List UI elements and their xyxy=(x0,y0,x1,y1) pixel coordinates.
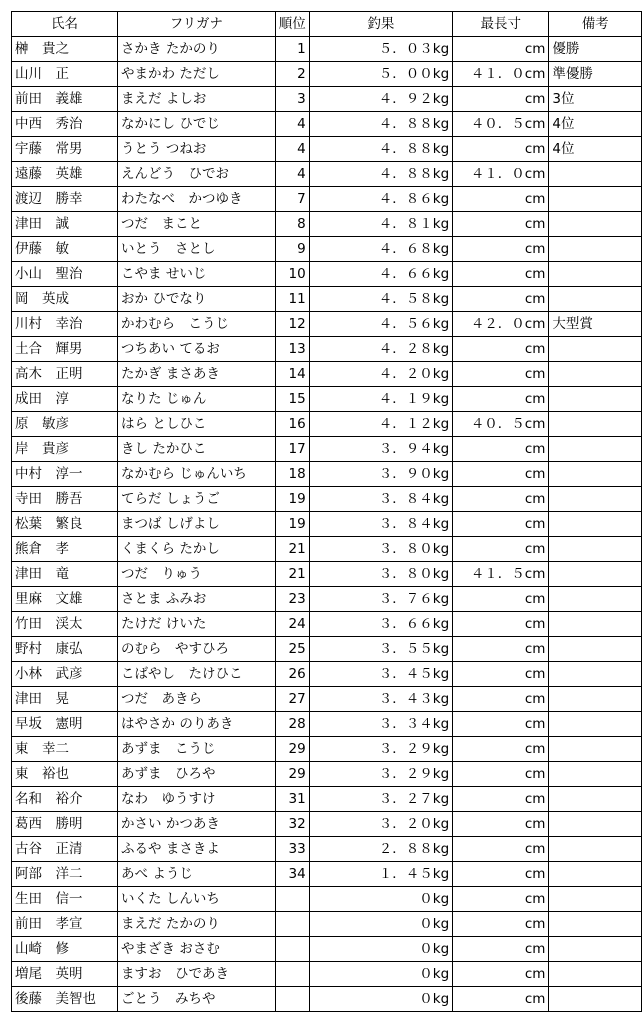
note-cell xyxy=(549,362,642,387)
catch-cell: ０kg xyxy=(309,962,452,987)
note-cell xyxy=(549,487,642,512)
table-row xyxy=(12,462,642,487)
rank-cell xyxy=(275,887,309,912)
name-cell: 山崎 修 xyxy=(12,937,118,962)
table-row xyxy=(12,762,642,787)
kana-cell: くまくら たかし xyxy=(118,537,276,562)
length-cell: cm xyxy=(453,487,549,512)
table-row xyxy=(12,987,642,1012)
kana-cell: やまかわ ただし xyxy=(118,62,276,87)
table-row xyxy=(12,37,642,62)
length-cell: cm xyxy=(453,812,549,837)
note-cell xyxy=(549,537,642,562)
catch-cell: ４．８８kg xyxy=(309,137,452,162)
table-row xyxy=(12,812,642,837)
rank-cell xyxy=(275,937,309,962)
kana-cell: いとう さとし xyxy=(118,237,276,262)
note-cell xyxy=(549,662,642,687)
table-row xyxy=(12,737,642,762)
name-cell: 原 敏彦 xyxy=(12,412,118,437)
header-length: 最長寸 xyxy=(453,12,549,37)
catch-cell: ４．８１kg xyxy=(309,212,452,237)
length-cell: cm xyxy=(453,437,549,462)
rank-cell: 17 xyxy=(275,437,309,462)
kana-cell: ますお ひであき xyxy=(118,962,276,987)
name-cell: 葛西 勝明 xyxy=(12,812,118,837)
name-cell: 小山 聖治 xyxy=(12,262,118,287)
kana-cell: はら としひこ xyxy=(118,412,276,437)
note-cell xyxy=(549,412,642,437)
kana-cell: ふるや まさきよ xyxy=(118,837,276,862)
rank-cell: 13 xyxy=(275,337,309,362)
header-rank: 順位 xyxy=(275,12,309,37)
name-cell: 古谷 正清 xyxy=(12,837,118,862)
rank-cell xyxy=(275,912,309,937)
name-cell: 前田 義雄 xyxy=(12,87,118,112)
header-row xyxy=(12,12,642,37)
note-cell xyxy=(549,187,642,212)
name-cell: 中西 秀治 xyxy=(12,112,118,137)
name-cell: 遠藤 英雄 xyxy=(12,162,118,187)
table-row xyxy=(12,837,642,862)
note-cell xyxy=(549,787,642,812)
table-row xyxy=(12,962,642,987)
name-cell: 津田 誠 xyxy=(12,212,118,237)
catch-cell: ３．２７kg xyxy=(309,787,452,812)
note-cell xyxy=(549,887,642,912)
rank-cell: 32 xyxy=(275,812,309,837)
length-cell: cm xyxy=(453,387,549,412)
table-row xyxy=(12,937,642,962)
rank-cell: 3 xyxy=(275,87,309,112)
table-row xyxy=(12,137,642,162)
length-cell: ４１．０cm xyxy=(453,162,549,187)
catch-cell: ４．８８kg xyxy=(309,162,452,187)
catch-cell: ４．２８kg xyxy=(309,337,452,362)
length-cell: cm xyxy=(453,212,549,237)
catch-cell: ３．８０kg xyxy=(309,562,452,587)
name-cell: 東 幸二 xyxy=(12,737,118,762)
table-row xyxy=(12,887,642,912)
note-cell xyxy=(549,587,642,612)
name-cell: 東 裕也 xyxy=(12,762,118,787)
catch-cell: ３．４５kg xyxy=(309,662,452,687)
length-cell: cm xyxy=(453,712,549,737)
rank-cell: 31 xyxy=(275,787,309,812)
kana-cell: はやさか のりあき xyxy=(118,712,276,737)
catch-cell: ３．９０kg xyxy=(309,462,452,487)
note-cell xyxy=(549,712,642,737)
table-row xyxy=(12,387,642,412)
kana-cell: まえだ よしお xyxy=(118,87,276,112)
catch-cell: ３．９４kg xyxy=(309,437,452,462)
name-cell: 後藤 美智也 xyxy=(12,987,118,1012)
catch-cell: １．４５kg xyxy=(309,862,452,887)
kana-cell: あずま こうじ xyxy=(118,737,276,762)
rank-cell: 25 xyxy=(275,637,309,662)
table-row xyxy=(12,287,642,312)
table-row xyxy=(12,87,642,112)
kana-cell: こやま せいじ xyxy=(118,262,276,287)
name-cell: 岡 英成 xyxy=(12,287,118,312)
note-cell xyxy=(549,837,642,862)
kana-cell: いくた しんいち xyxy=(118,887,276,912)
rank-cell: 24 xyxy=(275,612,309,637)
rank-cell: 21 xyxy=(275,537,309,562)
rank-cell: 26 xyxy=(275,662,309,687)
kana-cell: かさい かつあき xyxy=(118,812,276,837)
kana-cell: さかき たかのり xyxy=(118,37,276,62)
note-cell xyxy=(549,937,642,962)
table-row xyxy=(12,512,642,537)
length-cell: ４２．０cm xyxy=(453,312,549,337)
name-cell: 榊 貴之 xyxy=(12,37,118,62)
table-row xyxy=(12,237,642,262)
length-cell: cm xyxy=(453,887,549,912)
catch-cell: ５．０３kg xyxy=(309,37,452,62)
length-cell: cm xyxy=(453,462,549,487)
rank-cell: 23 xyxy=(275,587,309,612)
catch-cell: ３．２９kg xyxy=(309,737,452,762)
rank-cell xyxy=(275,962,309,987)
kana-cell: さとま ふみお xyxy=(118,587,276,612)
length-cell: cm xyxy=(453,537,549,562)
table-row xyxy=(12,637,642,662)
rank-cell: 10 xyxy=(275,262,309,287)
table-row xyxy=(12,262,642,287)
catch-cell: ０kg xyxy=(309,987,452,1012)
length-cell: cm xyxy=(453,762,549,787)
rank-cell: 7 xyxy=(275,187,309,212)
name-cell: 里麻 文雄 xyxy=(12,587,118,612)
note-cell: 4位 xyxy=(549,112,642,137)
rank-cell: 11 xyxy=(275,287,309,312)
length-cell: cm xyxy=(453,337,549,362)
length-cell: ４１．５cm xyxy=(453,562,549,587)
table-row xyxy=(12,362,642,387)
note-cell xyxy=(549,762,642,787)
catch-cell: ２．８８kg xyxy=(309,837,452,862)
length-cell: cm xyxy=(453,87,549,112)
length-cell: cm xyxy=(453,987,549,1012)
catch-cell: ０kg xyxy=(309,912,452,937)
kana-cell: なかにし ひでじ xyxy=(118,112,276,137)
rank-cell: 4 xyxy=(275,137,309,162)
table-row xyxy=(12,162,642,187)
rank-cell: 19 xyxy=(275,487,309,512)
length-cell: cm xyxy=(453,37,549,62)
kana-cell: つだ りゅう xyxy=(118,562,276,587)
length-cell: cm xyxy=(453,662,549,687)
catch-cell: ０kg xyxy=(309,937,452,962)
name-cell: 阿部 洋二 xyxy=(12,862,118,887)
rank-cell: 29 xyxy=(275,762,309,787)
note-cell xyxy=(549,387,642,412)
header-note: 備考 xyxy=(549,12,642,37)
note-cell xyxy=(549,687,642,712)
name-cell: 小林 武彦 xyxy=(12,662,118,687)
note-cell: 準優勝 xyxy=(549,62,642,87)
name-cell: 竹田 渓太 xyxy=(12,612,118,637)
kana-cell: たけだ けいた xyxy=(118,612,276,637)
note-cell xyxy=(549,862,642,887)
kana-cell: つだ あきら xyxy=(118,687,276,712)
table-row xyxy=(12,212,642,237)
length-cell: cm xyxy=(453,262,549,287)
table-row xyxy=(12,62,642,87)
length-cell: cm xyxy=(453,787,549,812)
kana-cell: あずま ひろや xyxy=(118,762,276,787)
rank-cell: 33 xyxy=(275,837,309,862)
kana-cell: まつば しげよし xyxy=(118,512,276,537)
kana-cell: やまざき おさむ xyxy=(118,937,276,962)
kana-cell: わたなべ かつゆき xyxy=(118,187,276,212)
kana-cell: おか ひでなり xyxy=(118,287,276,312)
catch-cell: ４．９２kg xyxy=(309,87,452,112)
table-row xyxy=(12,787,642,812)
length-cell: cm xyxy=(453,587,549,612)
note-cell: 3位 xyxy=(549,87,642,112)
table-row xyxy=(12,587,642,612)
length-cell: cm xyxy=(453,962,549,987)
name-cell: 増尾 英明 xyxy=(12,962,118,987)
table-row xyxy=(12,562,642,587)
header-name: 氏名 xyxy=(12,12,118,37)
kana-cell: えんどう ひでお xyxy=(118,162,276,187)
kana-cell: てらだ しょうご xyxy=(118,487,276,512)
name-cell: 津田 竜 xyxy=(12,562,118,587)
catch-cell: ４．５６kg xyxy=(309,312,452,337)
note-cell xyxy=(549,562,642,587)
kana-cell: ごとう みちや xyxy=(118,987,276,1012)
rank-cell: 27 xyxy=(275,687,309,712)
note-cell xyxy=(549,262,642,287)
rank-cell: 4 xyxy=(275,162,309,187)
header-kana: フリガナ xyxy=(118,12,276,37)
length-cell: cm xyxy=(453,837,549,862)
rank-cell: 14 xyxy=(275,362,309,387)
name-cell: 早坂 憲明 xyxy=(12,712,118,737)
table-row xyxy=(12,437,642,462)
length-cell: cm xyxy=(453,737,549,762)
catch-cell: ３．７６kg xyxy=(309,587,452,612)
table-row xyxy=(12,487,642,512)
name-cell: 伊藤 敏 xyxy=(12,237,118,262)
kana-cell: つだ まこと xyxy=(118,212,276,237)
kana-cell: たかぎ まさあき xyxy=(118,362,276,387)
table-row xyxy=(12,337,642,362)
catch-cell: ３．８４kg xyxy=(309,512,452,537)
length-cell: cm xyxy=(453,937,549,962)
note-cell xyxy=(549,162,642,187)
name-cell: 松葉 繁良 xyxy=(12,512,118,537)
length-cell: cm xyxy=(453,137,549,162)
catch-cell: ５．００kg xyxy=(309,62,452,87)
length-cell: cm xyxy=(453,512,549,537)
results-table xyxy=(11,11,642,1012)
note-cell xyxy=(549,287,642,312)
kana-cell: こばやし たけひこ xyxy=(118,662,276,687)
catch-cell: ３．８０kg xyxy=(309,537,452,562)
kana-cell: まえだ たかのり xyxy=(118,912,276,937)
catch-cell: ３．２９kg xyxy=(309,762,452,787)
rank-cell: 28 xyxy=(275,712,309,737)
catch-cell: ０kg xyxy=(309,887,452,912)
rank-cell: 4 xyxy=(275,112,309,137)
rank-cell: 19 xyxy=(275,512,309,537)
kana-cell: なわ ゆうすけ xyxy=(118,787,276,812)
kana-cell: きし たかひこ xyxy=(118,437,276,462)
rank-cell: 21 xyxy=(275,562,309,587)
table-row xyxy=(12,112,642,137)
table-row xyxy=(12,537,642,562)
name-cell: 高木 正明 xyxy=(12,362,118,387)
name-cell: 土合 輝男 xyxy=(12,337,118,362)
catch-cell: ３．５５kg xyxy=(309,637,452,662)
name-cell: 熊倉 孝 xyxy=(12,537,118,562)
name-cell: 成田 淳 xyxy=(12,387,118,412)
catch-cell: ３．２０kg xyxy=(309,812,452,837)
name-cell: 渡辺 勝幸 xyxy=(12,187,118,212)
name-cell: 前田 孝宣 xyxy=(12,912,118,937)
rank-cell: 18 xyxy=(275,462,309,487)
rank-cell: 2 xyxy=(275,62,309,87)
length-cell: cm xyxy=(453,912,549,937)
note-cell: 優勝 xyxy=(549,37,642,62)
table-row xyxy=(12,687,642,712)
catch-cell: ３．４３kg xyxy=(309,687,452,712)
rank-cell: 1 xyxy=(275,37,309,62)
name-cell: 生田 信一 xyxy=(12,887,118,912)
kana-cell: あべ ようじ xyxy=(118,862,276,887)
table-row xyxy=(12,187,642,212)
length-cell: cm xyxy=(453,237,549,262)
table-row xyxy=(12,612,642,637)
length-cell: cm xyxy=(453,637,549,662)
name-cell: 寺田 勝吾 xyxy=(12,487,118,512)
rank-cell xyxy=(275,987,309,1012)
name-cell: 岸 貴彦 xyxy=(12,437,118,462)
table-row xyxy=(12,662,642,687)
length-cell: ４１．０cm xyxy=(453,62,549,87)
name-cell: 名和 裕介 xyxy=(12,787,118,812)
note-cell: 大型賞 xyxy=(549,312,642,337)
table-row xyxy=(12,862,642,887)
rank-cell: 16 xyxy=(275,412,309,437)
catch-cell: ４．１９kg xyxy=(309,387,452,412)
length-cell: cm xyxy=(453,362,549,387)
length-cell: cm xyxy=(453,862,549,887)
note-cell xyxy=(549,812,642,837)
length-cell: cm xyxy=(453,287,549,312)
header-catch: 釣果 xyxy=(309,12,452,37)
rank-cell: 15 xyxy=(275,387,309,412)
catch-cell: ４．５８kg xyxy=(309,287,452,312)
table-row xyxy=(12,412,642,437)
rank-cell: 29 xyxy=(275,737,309,762)
catch-cell: ４．６８kg xyxy=(309,237,452,262)
note-cell xyxy=(549,212,642,237)
kana-cell: つちあい てるお xyxy=(118,337,276,362)
rank-cell: 12 xyxy=(275,312,309,337)
note-cell xyxy=(549,437,642,462)
catch-cell: ４．２０kg xyxy=(309,362,452,387)
note-cell xyxy=(549,462,642,487)
catch-cell: ４．８６kg xyxy=(309,187,452,212)
rank-cell: 34 xyxy=(275,862,309,887)
name-cell: 中村 淳一 xyxy=(12,462,118,487)
note-cell xyxy=(549,337,642,362)
catch-cell: ４．１２kg xyxy=(309,412,452,437)
name-cell: 野村 康弘 xyxy=(12,637,118,662)
kana-cell: うとう つねお xyxy=(118,137,276,162)
table-row xyxy=(12,712,642,737)
table-row xyxy=(12,912,642,937)
kana-cell: かわむら こうじ xyxy=(118,312,276,337)
length-cell: ４０．５cm xyxy=(453,412,549,437)
note-cell xyxy=(549,962,642,987)
table-body xyxy=(12,37,642,1012)
length-cell: cm xyxy=(453,612,549,637)
note-cell xyxy=(549,237,642,262)
kana-cell: なりた じゅん xyxy=(118,387,276,412)
rank-cell: 8 xyxy=(275,212,309,237)
name-cell: 川村 幸治 xyxy=(12,312,118,337)
note-cell xyxy=(549,987,642,1012)
note-cell: 4位 xyxy=(549,137,642,162)
table-row xyxy=(12,312,642,337)
catch-cell: ４．８８kg xyxy=(309,112,452,137)
rank-cell: 9 xyxy=(275,237,309,262)
name-cell: 宇藤 常男 xyxy=(12,137,118,162)
catch-cell: ４．６６kg xyxy=(309,262,452,287)
catch-cell: ３．６６kg xyxy=(309,612,452,637)
kana-cell: のむら やすひろ xyxy=(118,637,276,662)
note-cell xyxy=(549,637,642,662)
note-cell xyxy=(549,512,642,537)
catch-cell: ３．３４kg xyxy=(309,712,452,737)
note-cell xyxy=(549,612,642,637)
kana-cell: なかむら じゅんいち xyxy=(118,462,276,487)
name-cell: 山川 正 xyxy=(12,62,118,87)
length-cell: cm xyxy=(453,687,549,712)
name-cell: 津田 晃 xyxy=(12,687,118,712)
catch-cell: ３．８４kg xyxy=(309,487,452,512)
length-cell: ４０．５cm xyxy=(453,112,549,137)
length-cell: cm xyxy=(453,187,549,212)
note-cell xyxy=(549,737,642,762)
note-cell xyxy=(549,912,642,937)
